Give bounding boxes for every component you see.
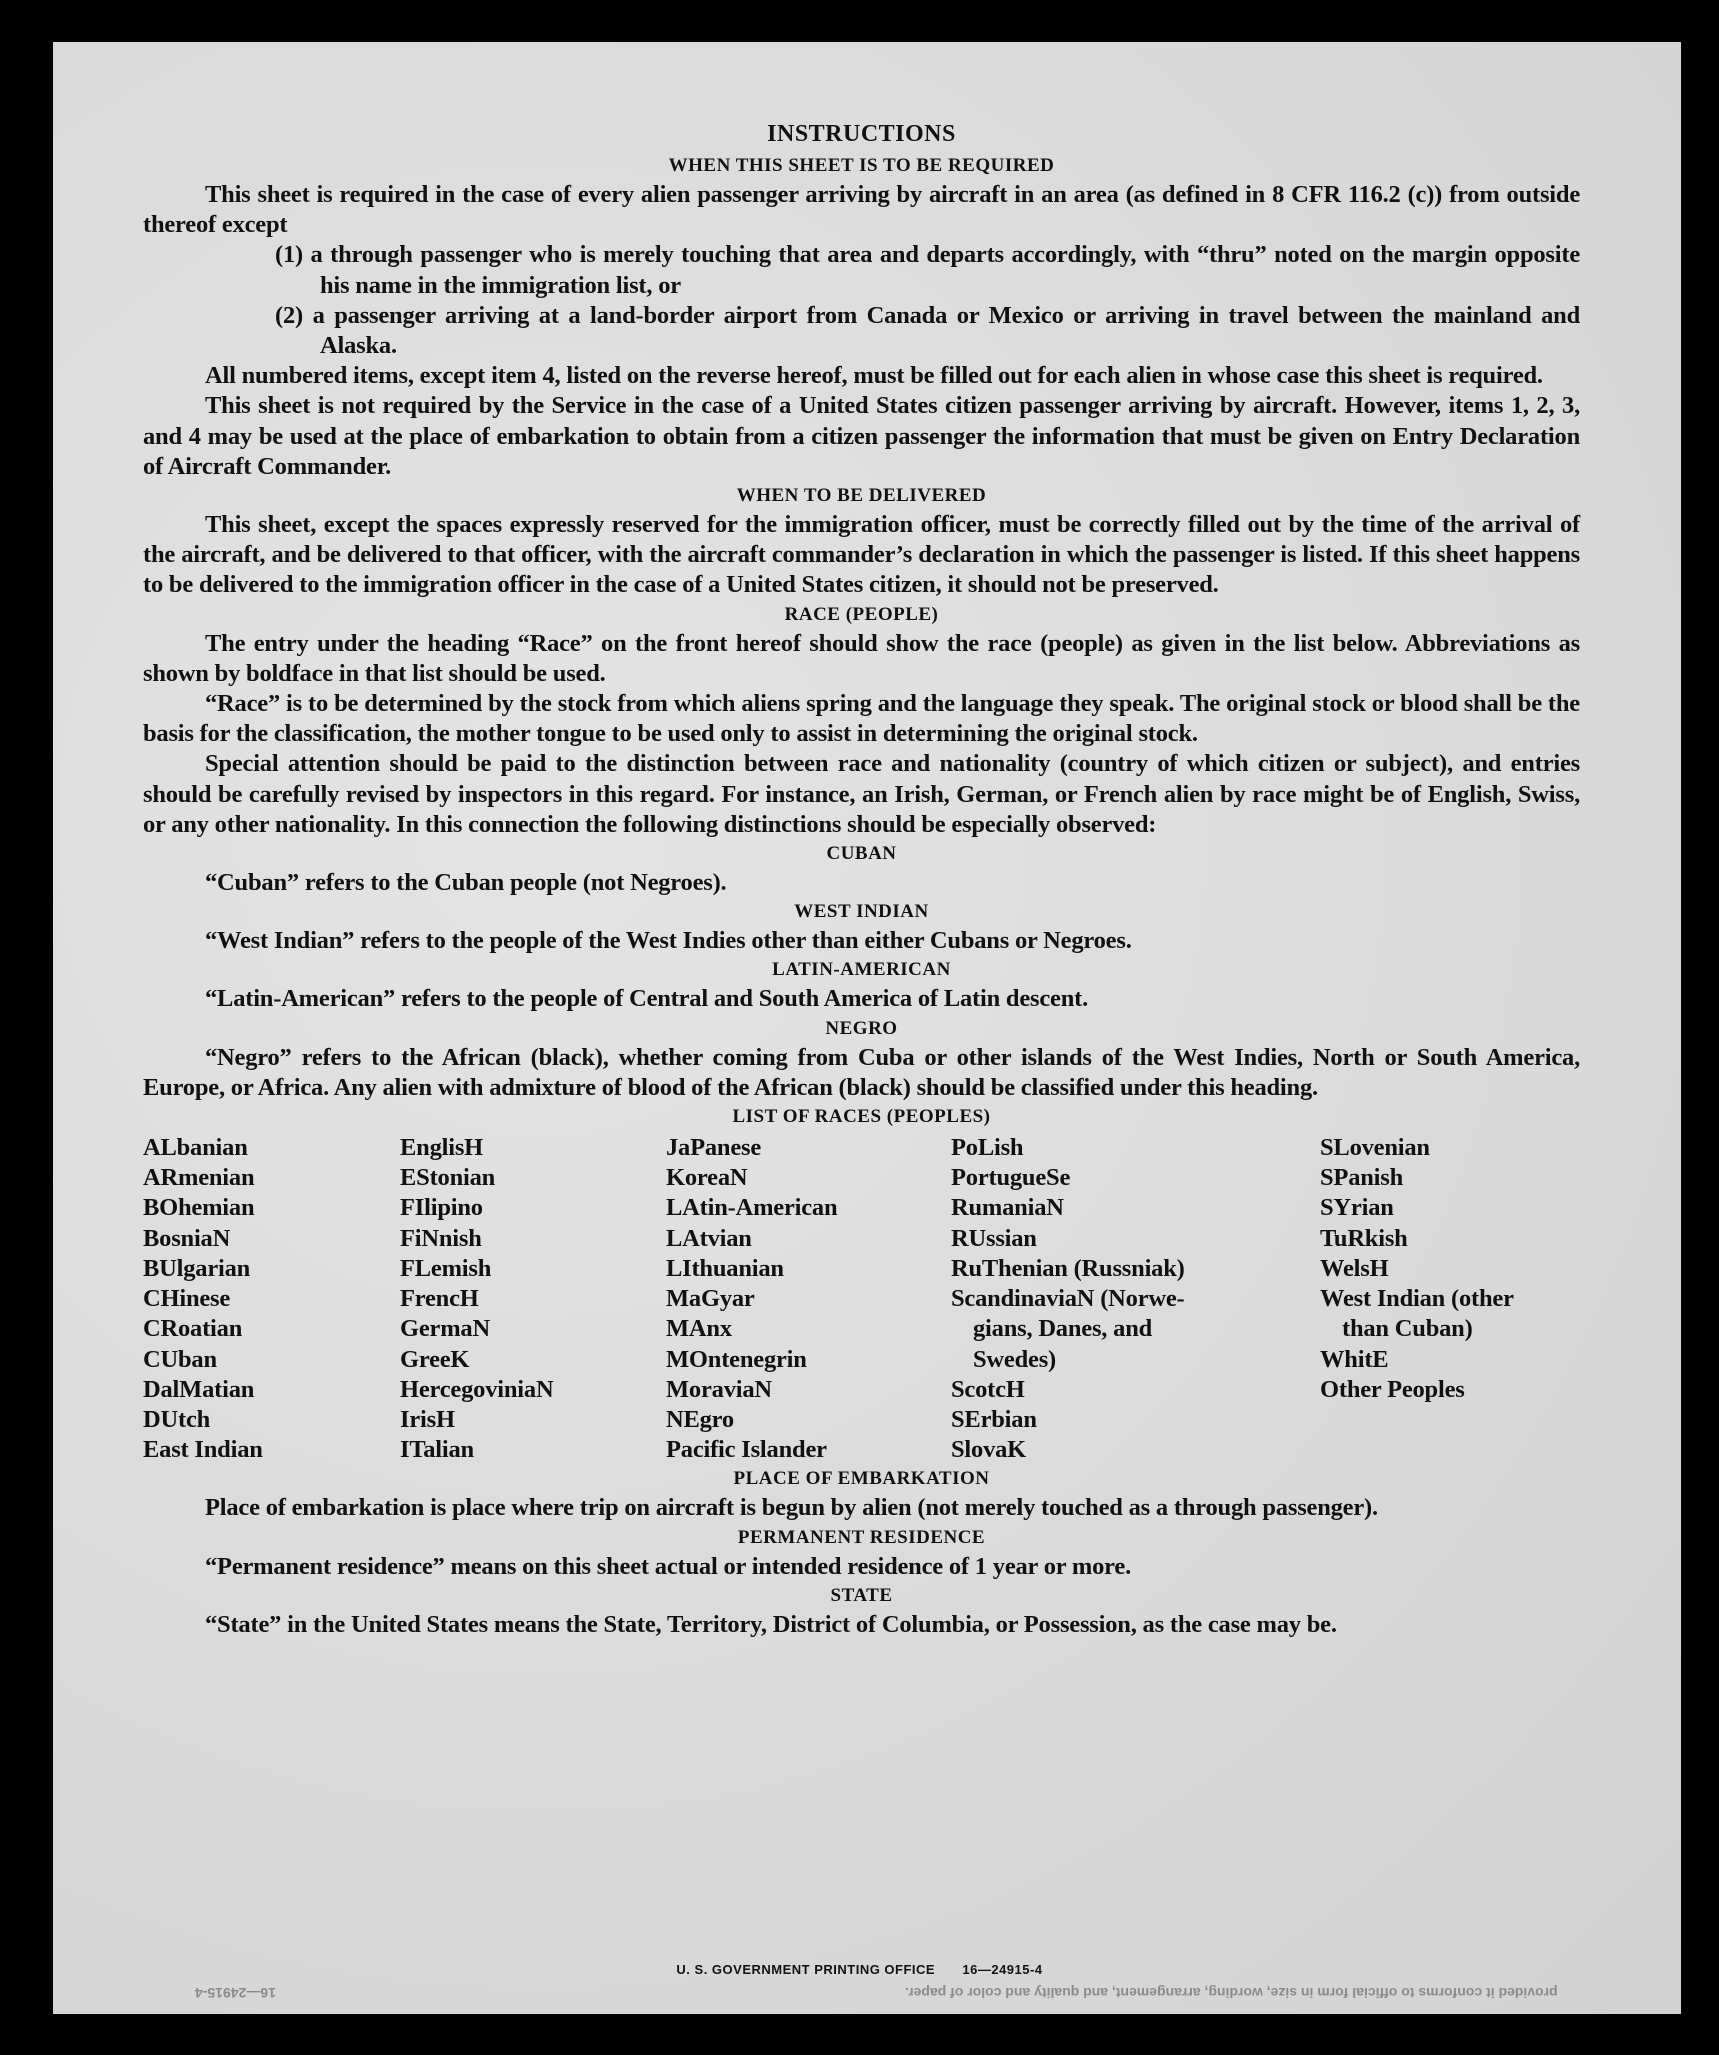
paragraph: “Race” is to be determined by the stock from which aliens spring and the language they speak. The original stock or blood shall be the basis for the classification, the mother tongue to be used only to assist in determining the original stock. bbox=[143, 690, 1580, 748]
paragraph: “Cuban” refers to the Cuban people (not Negroes). bbox=[205, 869, 727, 897]
race-entry: than Cuban) bbox=[1342, 1315, 1473, 1343]
race-entry: SYrian bbox=[1320, 1194, 1394, 1222]
race-entry: CHinese bbox=[143, 1285, 231, 1313]
printer-imprint bbox=[0, 1962, 1719, 1977]
heading-place-of-embarkation: PLACE OF EMBARKATION bbox=[733, 1468, 990, 1490]
race-entry: LAtin-American bbox=[666, 1194, 838, 1222]
race-entry: EStonian bbox=[400, 1164, 496, 1192]
races-column bbox=[143, 1133, 400, 1465]
paragraph: This sheet, except the spaces expressly reserved for the immigration officer, must be correctly filled out by the time of the arrival of the aircraft, and be delivered to that officer, with the aircraft commander’s declaration in which the passenger is listed. If this sheet happens to be delivered to the immigration officer in the case of a United States citizen, it should not be preserved. bbox=[143, 511, 1580, 599]
race-entry: MaGyar bbox=[666, 1285, 755, 1313]
printer-name: U. S. GOVERNMENT PRINTING OFFICE bbox=[676, 1962, 936, 1977]
instructions-body bbox=[143, 116, 1580, 1640]
race-entry: SPanish bbox=[1320, 1164, 1404, 1192]
paragraph: The entry under the heading “Race” on the front hereof should show the race (people) as given in the list below. Abbreviations as shown by boldface in that list should be used. bbox=[143, 629, 1580, 687]
form-number: 16—24915-4 bbox=[962, 1962, 1043, 1977]
race-entry: PortugueSe bbox=[951, 1164, 1071, 1192]
race-entry: BOhemian bbox=[143, 1194, 255, 1222]
heading-permanent-residence: PERMANENT RESIDENCE bbox=[737, 1526, 986, 1548]
heading-latin-american: LATIN-AMERICAN bbox=[772, 959, 951, 981]
race-entry: GermaN bbox=[400, 1315, 490, 1343]
race-entry: ScotcH bbox=[951, 1375, 1025, 1403]
race-entry: East Indian bbox=[143, 1436, 263, 1464]
race-entry: TuRkish bbox=[1320, 1224, 1408, 1252]
race-entry: JaPanese bbox=[666, 1134, 762, 1162]
race-entry: SlovaK bbox=[951, 1436, 1027, 1464]
races-list bbox=[143, 1133, 1580, 1465]
paragraph: “Latin-American” refers to the people of Central and South America of Latin descent. bbox=[205, 985, 1089, 1013]
race-entry: West Indian (other bbox=[1320, 1285, 1514, 1313]
race-entry: Pacific Islander bbox=[666, 1436, 827, 1464]
races-column bbox=[951, 1133, 1320, 1465]
race-entry: RumaniaN bbox=[951, 1194, 1064, 1222]
paragraph: “Negro” refers to the African (black), whether coming from Cuba or other islands of the West Indies, North or South America, Europe, or Africa. Any alien with admixture of blood of the African (black) should be classified under this heading. bbox=[143, 1043, 1580, 1101]
race-entry: ITalian bbox=[400, 1436, 474, 1464]
race-entry: IrisH bbox=[400, 1405, 455, 1433]
race-entry: RuThenian (Russniak) bbox=[951, 1254, 1185, 1282]
races-column bbox=[1320, 1133, 1580, 1465]
paragraph: All numbered items, except item 4, listed on the reverse hereof, must be filled out for each alien in whose case this sheet is required. bbox=[205, 362, 1543, 390]
heading-race: RACE (PEOPLE) bbox=[784, 603, 939, 625]
paragraph: Special attention should be paid to the distinction between race and nationality (country of which citizen or subject), and entries should be carefully revised by inspectors in this regard. For instance, an Irish, German, or French alien by race might be of English, Swiss, or any other nationality. In this connection the following distinctions should be especially observed: bbox=[143, 750, 1580, 838]
heading-negro: NEGRO bbox=[825, 1017, 898, 1039]
race-entry: LIthuanian bbox=[666, 1254, 784, 1282]
races-column bbox=[666, 1133, 951, 1465]
race-entry: FLemish bbox=[400, 1254, 492, 1282]
paragraph: Place of embarkation is place where trip on aircraft is begun by alien (not merely touched as a through passenger). bbox=[205, 1494, 1378, 1522]
race-entry: MOntenegrin bbox=[666, 1345, 807, 1373]
paragraph: This sheet is required in the case of every alien passenger arriving by aircraft in an area (as defined in 8 CFR 116.2 (c)) from outside thereof except bbox=[143, 181, 1580, 239]
race-entry: Other Peoples bbox=[1320, 1375, 1465, 1403]
race-entry: NEgro bbox=[666, 1405, 734, 1433]
race-entry: RUssian bbox=[951, 1224, 1037, 1252]
heading-west-indian: WEST INDIAN bbox=[794, 901, 929, 923]
race-entry: FiNnish bbox=[400, 1224, 482, 1252]
paragraph: “West Indian” refers to the people of the West Indies other than either Cubans or Negroes. bbox=[205, 927, 1132, 955]
race-entry: CUban bbox=[143, 1345, 217, 1373]
page-title: INSTRUCTIONS bbox=[767, 121, 956, 147]
paragraph: “State” in the United States means the State, Territory, District of Columbia, or Possession, as the case may be. bbox=[205, 1610, 1337, 1638]
heading-list-of-races: LIST OF RACES (PEOPLES) bbox=[732, 1106, 991, 1128]
race-entry: KoreaN bbox=[666, 1164, 748, 1192]
race-entry: EnglisH bbox=[400, 1134, 484, 1162]
race-entry: FIlipino bbox=[400, 1194, 483, 1222]
bleed-through-text: provided it conforms to official form in size, wording, arrangement, and quality and color of paper. bbox=[905, 1985, 1558, 2001]
race-entry: LAtvian bbox=[666, 1224, 752, 1252]
race-entry: HercegoviniaN bbox=[400, 1375, 554, 1403]
race-entry: ARmenian bbox=[143, 1164, 255, 1192]
races-column bbox=[400, 1133, 666, 1465]
race-entry: gians, Danes, and bbox=[973, 1315, 1153, 1343]
race-entry: FrencH bbox=[400, 1285, 479, 1313]
paragraph: This sheet is not required by the Service in the case of a United States citizen passenger arriving by aircraft. However, items 1, 2, 3, and 4 may be used at the place of embarkation to obtain from a citizen passenger the information that must be given on Entry Declaration of Aircraft Commander. bbox=[143, 392, 1580, 480]
race-entry: SLovenian bbox=[1320, 1134, 1430, 1162]
race-entry: BUlgarian bbox=[143, 1254, 251, 1282]
heading-state: STATE bbox=[830, 1584, 893, 1606]
race-entry: CRoatian bbox=[143, 1315, 243, 1343]
exception-item-2: (2) a passenger arriving at a land-border airport from Canada or Mexico or arriving in travel between the mainland and Alaska. bbox=[275, 301, 1580, 360]
race-entry: Swedes) bbox=[973, 1345, 1056, 1373]
race-entry: DalMatian bbox=[143, 1375, 255, 1403]
race-entry: SErbian bbox=[951, 1405, 1037, 1433]
race-entry: BosniaN bbox=[143, 1224, 231, 1252]
heading-when-delivered: WHEN TO BE DELIVERED bbox=[736, 485, 987, 507]
race-entry: MoraviaN bbox=[666, 1375, 772, 1403]
race-entry: WelsH bbox=[1320, 1254, 1389, 1282]
race-entry: WhitE bbox=[1320, 1345, 1389, 1373]
exception-item-1: (1) a through passenger who is merely touching that area and departs accordingly, with “thru” noted on the margin opposite his name in the immigration list, or bbox=[275, 241, 1580, 299]
race-entry: ALbanian bbox=[143, 1134, 248, 1162]
paragraph: “Permanent residence” means on this sheet actual or intended residence of 1 year or more. bbox=[205, 1552, 1132, 1580]
race-entry: GreeK bbox=[400, 1345, 470, 1373]
heading-cuban: CUBAN bbox=[826, 843, 897, 865]
bleed-through-form-number: 16—24915-4 bbox=[195, 1985, 276, 2001]
race-entry: DUtch bbox=[143, 1405, 211, 1433]
race-entry: PoLish bbox=[951, 1134, 1024, 1162]
race-entry: ScandinaviaN (Norwe- bbox=[951, 1285, 1185, 1313]
race-entry: MAnx bbox=[666, 1315, 732, 1343]
heading-when-required: WHEN THIS SHEET IS TO BE REQUIRED bbox=[668, 155, 1055, 176]
